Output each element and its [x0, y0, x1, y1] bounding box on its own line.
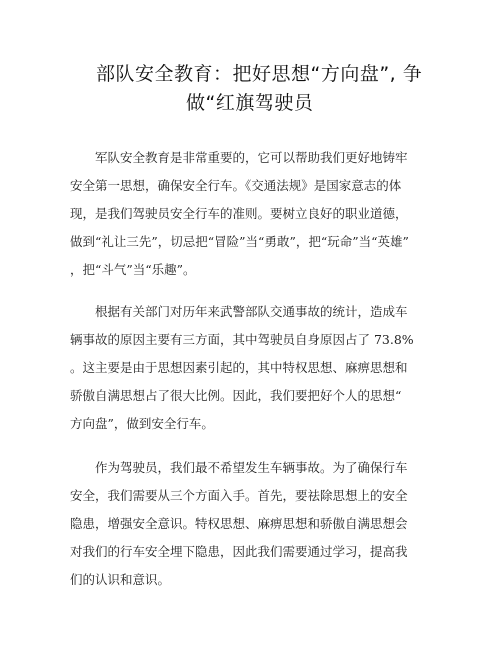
- paragraph-line: 骄傲自满思想占了很大比例。因此，我们要把好个人的思想“: [70, 388, 402, 403]
- paragraph-line: 方向盘”，做到安全行车。: [70, 416, 214, 431]
- paragraph-line: 隐患，增强安全意识。特权思想、麻痹思想和骄傲自满思想会: [70, 516, 408, 531]
- paragraph-line: 。这主要是由于思想因素引起的，其中特权思想、麻痹思想和: [70, 360, 408, 375]
- paragraph-line: 做到“礼让三先”，切忌把“冒险”当“勇敢”，把“玩命”当“英雄”: [70, 234, 409, 249]
- paragraph-line: 辆事故的原因主要有三方面，其中驾驶员自身原因占了 73.8%: [70, 332, 414, 347]
- paragraph-line: 安全，我们需要从三个方面入手。首先，要祛除思想上的安全: [70, 488, 408, 503]
- paragraph-line: 安全第一思想，确保安全行车。《交通法规》是国家意志的体: [70, 178, 402, 193]
- title-line-2: 做“红旗驾驶员: [186, 92, 314, 114]
- paragraph-line: ，把“斗气”当“乐趣”。: [70, 262, 196, 277]
- paragraph-line: 作为驾驶员，我们最不希望发生车辆事故。为了确保行车: [70, 460, 408, 475]
- paragraph-line: 现，是我们驾驶员安全行车的准则。要树立良好的职业道德，: [70, 206, 408, 221]
- paragraph-1: [70, 144, 440, 284]
- paragraph-2: [70, 298, 440, 438]
- paragraph-line: 根据有关部门对历年来武警部队交通事故的统计，造成车: [70, 304, 408, 319]
- title-line-1: 部队安全教育：把好思想“方向盘”, 争: [96, 63, 423, 85]
- document-title: [96, 60, 426, 118]
- paragraph-3: [70, 454, 440, 594]
- paragraph-line: 对我们的行车安全埋下隐患，因此我们需要通过学习，提高我: [70, 544, 408, 559]
- paragraph-line: 军队安全教育是非常重要的，它可以帮助我们更好地铸牢: [70, 150, 408, 165]
- paragraph-line: 们的认识和意识。: [70, 572, 171, 587]
